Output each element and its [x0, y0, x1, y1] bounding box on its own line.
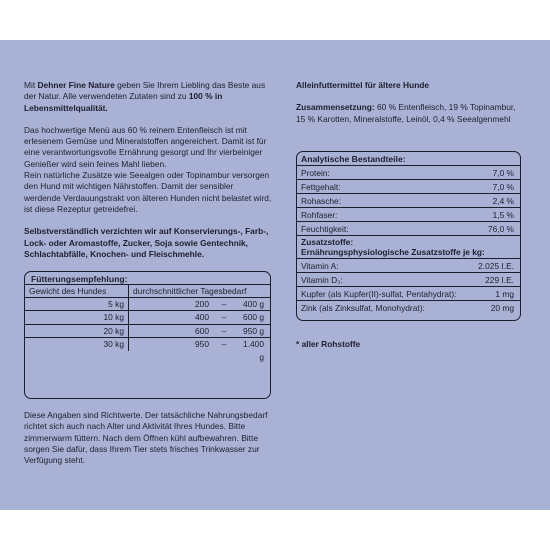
table-row: [297, 287, 520, 301]
composition-label: Zusammensetzung:: [296, 102, 375, 113]
need-low: 400: [195, 312, 209, 323]
feeding-table-header: [25, 285, 270, 298]
intro-paragraph: [24, 80, 272, 114]
table-row: [25, 311, 270, 324]
range-dash: –: [221, 325, 227, 336]
additive-value: 20 mg: [490, 303, 514, 313]
analysis-value: 7,0 %: [492, 182, 514, 192]
composition-column: [296, 80, 522, 125]
analysis-value: 1,5 %: [492, 210, 514, 220]
table-row: [297, 259, 520, 273]
column-header-need: durchschnittlicher Tagesbedarf: [133, 286, 247, 296]
analysis-label: Rohasche:: [301, 196, 342, 206]
description-column: [24, 80, 272, 260]
feeding-table-title: Fütterungsempfehlung:: [25, 272, 270, 285]
additives-heading: [297, 236, 520, 259]
need-low: 200: [195, 299, 209, 310]
brand-name: Dehner Fine Nature: [37, 80, 115, 90]
need-low: 600: [195, 325, 209, 336]
analysis-label: Protein:: [301, 168, 330, 178]
analysis-value: 7,0 %: [492, 168, 514, 178]
menu-paragraph: Das hochwertige Menü aus 60 % reinem Entenfleisch ist mit erlesenem Gemüse und Mineralstoffen angereichert. Damit ist für eine verantwortungsvolle Ernährung gesorgt und Ihr vierbeiniger Genießer wird sein feines Mahl lieben.: [24, 124, 267, 169]
additives-subtitle: Ernährungsphysiologische Zusatzstoffe je kg:: [301, 247, 485, 257]
instructions-paragraph: Diese Angaben sind Richtwerte. Der tatsächliche Nahrungsbedarf richtet sich auch nach Alter und Aktivität Ihres Hundes. Bitte zimmerwarm füttern. Nach dem Öffnen kühl aufbewahren. Bitte sorgen Sie dafür, dass Ihrem Tier stets frisches Trinkwasser zur Verfügung steht.: [24, 410, 268, 466]
quality-claim: 100 % in Lebensmittelqualität.: [24, 91, 223, 113]
range-dash: –: [221, 312, 227, 323]
table-row: [297, 273, 520, 287]
additive-label: Zink (als Zinksulfat, Monohydrat):: [301, 303, 425, 313]
range-dash: –: [221, 338, 227, 349]
analysis-table: [296, 151, 521, 321]
analysis-label: Rohfaser:: [301, 210, 338, 220]
feeding-table: [24, 271, 271, 399]
additive-label: Vitamin A:: [301, 261, 339, 271]
analysis-value: 76,0 %: [487, 224, 514, 234]
table-row: [297, 194, 520, 208]
intro-text: geben Sie Ihrem Liebling das Beste aus der Natur. Alle verwendeten Zutaten sind zu: [24, 80, 266, 102]
additive-value: 229 I.E.: [485, 275, 514, 285]
additives-title: Zusatzstoffe:: [301, 237, 354, 247]
need-high: 950 g: [243, 325, 264, 336]
analysis-value: 2,4 %: [492, 196, 514, 206]
footnote: * aller Rohstoffe: [296, 339, 361, 349]
composition-paragraph: [296, 102, 522, 125]
instructions-block: [24, 410, 272, 466]
need-high: 400 g: [243, 299, 264, 310]
need-low: 950: [195, 338, 209, 349]
free-from-paragraph: [24, 226, 272, 260]
additive-label: Kupfer (als Kupfer(II)-sulfat, Pentahydrat):: [301, 289, 457, 299]
free-from-text: Selbstverständlich verzichten wir auf Konservierungs-, Farb-, Lock- oder Aromastoffe, Zucker, Soja sowie Gentechnik, Schlachtabfälle, Knochen- und Fleischmehle.: [24, 226, 269, 259]
weight-cell: 5 kg: [25, 298, 129, 310]
table-row: [297, 166, 520, 180]
product-heading: [296, 80, 522, 91]
table-row: [297, 180, 520, 194]
composition-text: 60 % Entenfleisch, 19 % Topinambur, 15 % Karotten, Mineralstoffe, Leinöl, 0,4 % Seealgenmehl: [296, 102, 516, 124]
need-high: 600 g: [243, 312, 264, 323]
table-row: [297, 222, 520, 236]
analysis-label: Feuchtigkeit:: [301, 224, 349, 234]
weight-cell: 10 kg: [25, 311, 129, 323]
additives-paragraph: Rein natürliche Zusätze wie Seealgen oder Topinambur versorgen den Hund mit wichtigen Nährstoffen. Damit der sensibler werdende Verdauungstrakt von älteren Hunden nicht belastet wird, ist diese Rezeptur getreidefrei.: [24, 170, 272, 214]
weight-cell: 20 kg: [25, 325, 129, 337]
analysis-title: Analytische Bestandteile:: [297, 152, 520, 166]
column-header-weight: Gewicht des Hundes: [25, 285, 129, 297]
need-high: 1.400 g: [243, 338, 264, 362]
additive-value: 1 mg: [495, 289, 514, 299]
table-row: [25, 338, 270, 362]
additive-value: 2.025 I.E.: [478, 261, 514, 271]
table-row: [25, 325, 270, 338]
table-row: [297, 208, 520, 222]
table-row: [25, 298, 270, 311]
table-row: [297, 301, 520, 315]
label-panel: [0, 40, 550, 510]
analysis-label: Fettgehalt:: [301, 182, 341, 192]
product-heading-text: Alleinfuttermittel für ältere Hunde: [296, 80, 430, 90]
intro-prefix: Mit: [24, 80, 38, 90]
range-dash: –: [221, 299, 227, 310]
additive-label: Vitamin D₃:: [301, 275, 343, 285]
weight-cell: 30 kg: [25, 338, 129, 351]
